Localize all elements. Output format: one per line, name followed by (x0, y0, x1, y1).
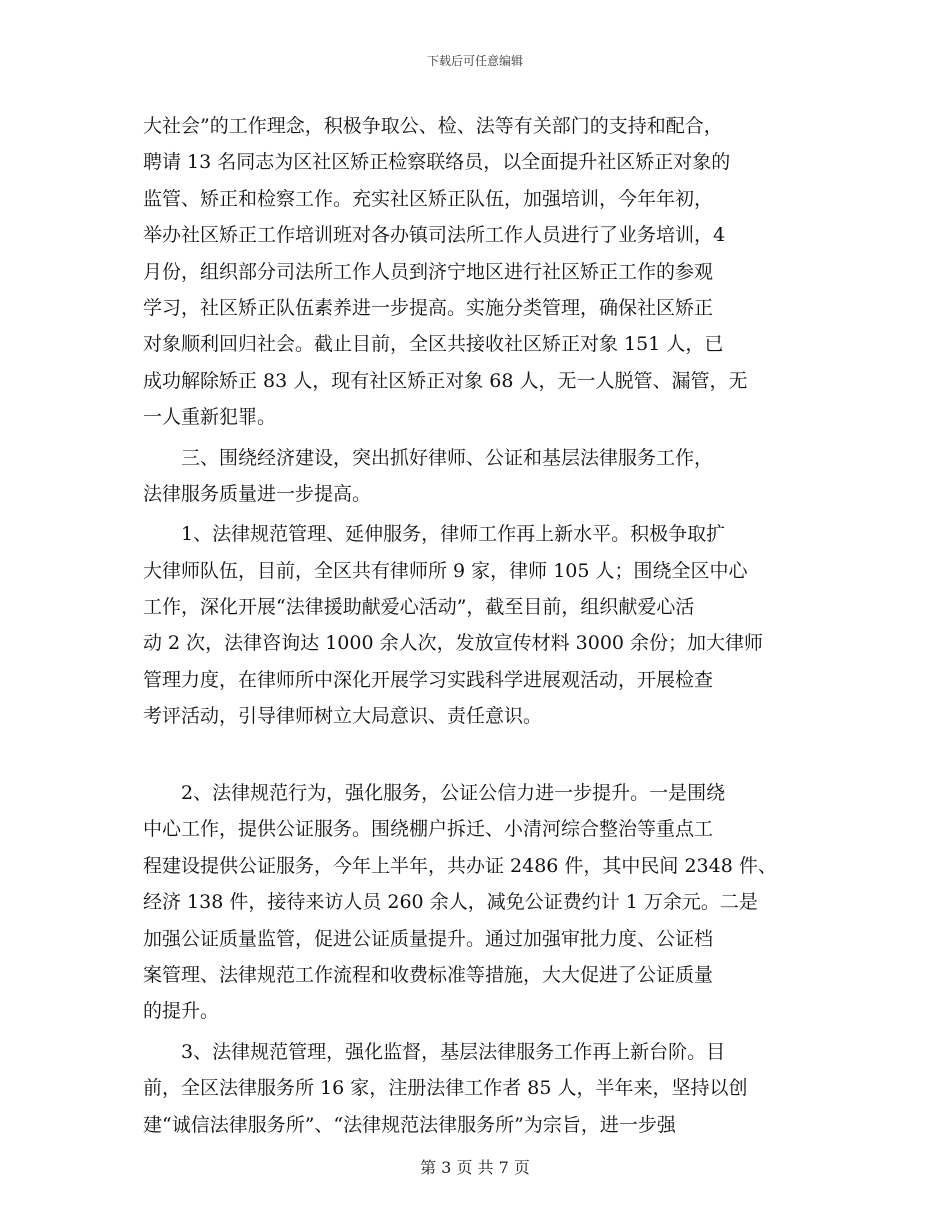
text-line: 程建设提供公证服务，今年上半年，共办证 2486 件，其中民间 2348 件、 (143, 854, 777, 877)
text-line: 动 2 次，法律咨询达 1000 余人次，发放宣传材料 3000 余份；加大律师 (143, 632, 764, 655)
text-line: 前，全区法律服务所 16 家，注册法律工作者 85 人，半年来，坚持以创 (143, 1077, 748, 1100)
text-line: 1、法律规范管理、延伸服务，律师工作再上新水平。积极争取扩 (181, 523, 726, 546)
paragraph (143, 775, 823, 1030)
text-line: 案管理、法律规范工作流程和收费标准等措施，大大促进了公证质量 (143, 963, 714, 986)
text-line: 大社会”的工作理念，积极争取公、检、法等有关部门的支持和配合， (143, 115, 723, 137)
text-line: 加强公证质量监管，促进公证质量提升。通过加强审批力度、公证档 (143, 927, 714, 950)
text-line: 学习，社区矫正队伍素养进一步提高。实施分类管理，确保社区矫正 (143, 296, 714, 319)
text-line: 的提升。 (143, 1000, 220, 1023)
text-line: 工作，深化开展“法律援助献爱心活动”，截至目前，组织献爱心活 (143, 596, 695, 619)
section-heading-paragraph (143, 440, 823, 513)
text-line: 3、法律规范管理，强化监督，基层法律服务工作再上新台阶。目 (181, 1040, 726, 1063)
page-header: 下载后可任意编辑 (426, 54, 523, 68)
text-line: 2、法律规范行为，强化服务，公证公信力进一步提升。一是围绕 (181, 782, 726, 805)
text-line: 监管、矫正和检察工作。充实社区矫正队伍，加强培训，今年年初， (143, 187, 714, 210)
text-line: 成功解除矫正 83 人，现有社区矫正对象 68 人，无一人脱管、漏管，无 (143, 369, 748, 392)
text-line: 建“诚信法律服务所”、“法律规范法律服务所”为宗旨，进一步强 (143, 1113, 676, 1136)
text-line: 管理力度，在律师所中深化开展学习实践科学进展观活动，开展检查 (143, 668, 714, 691)
text-line: 对象顺利回归社会。截止目前，全区共接收社区矫正对象 151 人，已 (143, 333, 724, 356)
text-line: 中心工作，提供公证服务。围绕棚户拆迁、小清河综合整治等重点工 (143, 818, 714, 841)
text-line: 考评活动，引导律师树立大局意识、责任意识。 (143, 705, 543, 728)
paragraph (143, 108, 823, 436)
text-line: 经济 138 件，接待来访人员 260 余人，减免公证费约计 1 万余元。二是 (143, 891, 758, 914)
paragraph (143, 516, 823, 771)
text-line: 三、围绕经济建设，突出抓好律师、公证和基层法律服务工作， (181, 446, 714, 469)
text-line: 举办社区矫正工作培训班对各办镇司法所工作人员进行了业务培训，4 (143, 224, 726, 247)
paragraph (143, 1034, 823, 1143)
page-footer: 第 3 页 共 7 页 (420, 1158, 530, 1177)
text-line: 大律师队伍，目前，全区共有律师所 9 家，律师 105 人；围绕全区中心 (143, 559, 748, 582)
text-line: 聘请 13 名同志为区社区矫正检察联络员，以全面提升社区矫正对象的 (143, 151, 731, 174)
text-line: 法律服务质量进一步提高。 (143, 482, 372, 505)
text-line: 月份，组织部分司法所工作人员到济宁地区进行社区矫正工作的参观 (143, 260, 714, 283)
document-body (143, 108, 823, 1143)
text-line (143, 735, 823, 771)
text-line: 一人重新犯罪。 (143, 406, 277, 429)
